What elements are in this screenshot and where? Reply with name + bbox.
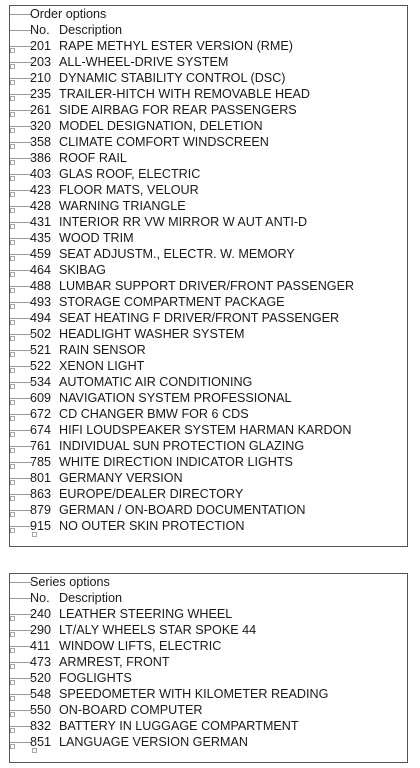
- tree-line: [10, 710, 32, 711]
- series-options-panel: [9, 573, 408, 763]
- option-number: 240: [30, 607, 52, 621]
- option-number: 358: [30, 135, 52, 149]
- row-marker-icon: [10, 160, 15, 165]
- option-description: LUMBAR SUPPORT DRIVER/FRONT PASSENGER: [59, 279, 355, 293]
- tree-line: [10, 222, 32, 223]
- table-row: [10, 230, 407, 246]
- tree-line: [10, 302, 32, 303]
- row-marker-icon: [10, 256, 15, 261]
- tree-line: [10, 478, 32, 479]
- option-description: FLOOR MATS, VELOUR: [59, 183, 199, 197]
- option-number: 520: [30, 671, 52, 685]
- row-marker-icon: [10, 464, 15, 469]
- option-number: 832: [30, 719, 52, 733]
- table-row: [10, 134, 407, 150]
- option-description: MODEL DESIGNATION, DELETION: [59, 119, 263, 133]
- row-marker-icon: [10, 432, 15, 437]
- option-number: 522: [30, 359, 52, 373]
- table-row: [10, 454, 407, 470]
- tree-line: [10, 350, 32, 351]
- row-marker-icon: [10, 616, 15, 621]
- option-number: 435: [30, 231, 52, 245]
- option-number: 488: [30, 279, 52, 293]
- table-row: [10, 198, 407, 214]
- option-description: CLIMATE COMFORT WINDSCREEN: [59, 135, 269, 149]
- option-description: RAPE METHYL ESTER VERSION (RME): [59, 39, 293, 53]
- column-header-description: Description: [59, 591, 122, 605]
- option-number: 502: [30, 327, 52, 341]
- tree-line: [10, 62, 32, 63]
- option-number: 863: [30, 487, 52, 501]
- option-number: 550: [30, 703, 52, 717]
- option-description: WARNING TRIANGLE: [59, 199, 186, 213]
- option-number: 428: [30, 199, 52, 213]
- option-description: WOOD TRIM: [59, 231, 134, 245]
- tree-line: [10, 582, 32, 583]
- table-row: [10, 422, 407, 438]
- row-marker-icon: [10, 304, 15, 309]
- series-options-header-row: [10, 590, 407, 606]
- option-number: 672: [30, 407, 52, 421]
- tree-line: [10, 190, 32, 191]
- order-options-panel: [9, 5, 408, 547]
- row-marker-icon: [10, 496, 15, 501]
- option-description: NO OUTER SKIN PROTECTION: [59, 519, 245, 533]
- end-marker: [32, 532, 37, 537]
- table-row: [10, 654, 407, 670]
- option-description: LEATHER STEERING WHEEL: [59, 607, 233, 621]
- tree-line: [10, 598, 32, 599]
- row-marker-icon: [10, 240, 15, 245]
- table-row: [10, 182, 407, 198]
- table-row: [10, 342, 407, 358]
- row-marker-icon: [10, 368, 15, 373]
- table-row: [10, 150, 407, 166]
- table-row: [10, 702, 407, 718]
- option-number: 210: [30, 71, 52, 85]
- tree-line: [10, 646, 32, 647]
- option-description: XENON LIGHT: [59, 359, 145, 373]
- row-marker-icon: [10, 648, 15, 653]
- option-number: 411: [30, 639, 51, 653]
- option-number: 201: [30, 39, 52, 53]
- tree-line: [10, 30, 32, 31]
- tree-line: [10, 14, 32, 15]
- tree-line: [10, 158, 32, 159]
- column-header-description: Description: [59, 23, 122, 37]
- option-number: 879: [30, 503, 52, 517]
- tree-line: [10, 462, 32, 463]
- row-marker-icon: [10, 696, 15, 701]
- tree-line: [10, 238, 32, 239]
- option-description: AUTOMATIC AIR CONDITIONING: [59, 375, 253, 389]
- option-number: 548: [30, 687, 52, 701]
- tree-line: [10, 494, 32, 495]
- tree-line: [10, 510, 32, 511]
- table-row: [10, 166, 407, 182]
- row-marker-icon: [10, 336, 15, 341]
- order-options-title-row: [10, 6, 407, 22]
- option-description: SPEEDOMETER WITH KILOMETER READING: [59, 687, 329, 701]
- row-marker-icon: [10, 384, 15, 389]
- option-description: CD CHANGER BMW FOR 6 CDS: [59, 407, 249, 421]
- tree-line: [10, 206, 32, 207]
- option-description: HEADLIGHT WASHER SYSTEM: [59, 327, 245, 341]
- option-description: BATTERY IN LUGGAGE COMPARTMENT: [59, 719, 299, 733]
- option-description: GERMAN / ON-BOARD DOCUMENTATION: [59, 503, 306, 517]
- order-options-title: Order options: [30, 7, 107, 21]
- option-description: SIDE AIRBAG FOR REAR PASSENGERS: [59, 103, 297, 117]
- option-description: SEAT HEATING F DRIVER/FRONT PASSENGER: [59, 311, 340, 325]
- table-row: [10, 606, 407, 622]
- table-row: [10, 686, 407, 702]
- tree-line: [10, 678, 32, 679]
- row-marker-icon: [10, 680, 15, 685]
- end-marker: [32, 748, 37, 753]
- row-marker-icon: [10, 96, 15, 101]
- option-number: 403: [30, 167, 52, 181]
- table-row: [10, 486, 407, 502]
- table-row: [10, 86, 407, 102]
- table-row: [10, 214, 407, 230]
- option-description: WINDOW LIFTS, ELECTRIC: [59, 639, 222, 653]
- row-marker-icon: [10, 288, 15, 293]
- row-marker-icon: [10, 712, 15, 717]
- table-row: [10, 38, 407, 54]
- table-row: [10, 54, 407, 70]
- row-marker-icon: [10, 528, 15, 533]
- option-description: NAVIGATION SYSTEM PROFESSIONAL: [59, 391, 292, 405]
- table-row: [10, 246, 407, 262]
- tree-line: [10, 126, 32, 127]
- tree-line: [10, 174, 32, 175]
- tree-line: [10, 526, 32, 527]
- row-marker-icon: [10, 744, 15, 749]
- option-number: 473: [30, 655, 52, 669]
- tree-line: [10, 630, 32, 631]
- option-number: 534: [30, 375, 52, 389]
- row-marker-icon: [10, 48, 15, 53]
- table-row: [10, 118, 407, 134]
- table-row: [10, 406, 407, 422]
- row-marker-icon: [10, 224, 15, 229]
- table-row: [10, 718, 407, 734]
- option-number: 459: [30, 247, 52, 261]
- row-marker-icon: [10, 400, 15, 405]
- row-marker-icon: [10, 664, 15, 669]
- option-number: 290: [30, 623, 52, 637]
- table-row: [10, 310, 407, 326]
- row-marker-icon: [10, 728, 15, 733]
- tree-line: [10, 94, 32, 95]
- tree-line: [10, 662, 32, 663]
- table-row: [10, 502, 407, 518]
- table-row: [10, 670, 407, 686]
- table-row: [10, 622, 407, 638]
- option-description: ROOF RAIL: [59, 151, 127, 165]
- option-number: 386: [30, 151, 52, 165]
- row-marker-icon: [10, 512, 15, 517]
- table-row: [10, 102, 407, 118]
- option-number: 851: [30, 735, 52, 749]
- table-row: [10, 278, 407, 294]
- order-options-header-row: [10, 22, 407, 38]
- tree-line: [10, 414, 32, 415]
- option-description: FOGLIGHTS: [59, 671, 132, 685]
- option-number: 761: [30, 439, 52, 453]
- option-description: SEAT ADJUSTM., ELECTR. W. MEMORY: [59, 247, 295, 261]
- tree-line: [10, 742, 32, 743]
- option-description: GERMANY VERSION: [59, 471, 183, 485]
- option-number: 493: [30, 295, 52, 309]
- table-row: [10, 70, 407, 86]
- tree-line: [10, 366, 32, 367]
- option-number: 203: [30, 55, 52, 69]
- table-row: [10, 390, 407, 406]
- row-marker-icon: [10, 272, 15, 277]
- option-number: 674: [30, 423, 52, 437]
- tree-line: [10, 318, 32, 319]
- option-number: 423: [30, 183, 52, 197]
- option-description: WHITE DIRECTION INDICATOR LIGHTS: [59, 455, 293, 469]
- option-description: ALL-WHEEL-DRIVE SYSTEM: [59, 55, 229, 69]
- option-description: TRAILER-HITCH WITH REMOVABLE HEAD: [59, 87, 310, 101]
- table-row: [10, 358, 407, 374]
- option-number: 261: [30, 103, 52, 117]
- option-description: GLAS ROOF, ELECTRIC: [59, 167, 201, 181]
- option-number: 785: [30, 455, 52, 469]
- option-number: 609: [30, 391, 52, 405]
- tree-line: [10, 446, 32, 447]
- tree-line: [10, 286, 32, 287]
- row-marker-icon: [10, 64, 15, 69]
- column-header-no: No.: [30, 23, 50, 37]
- option-description: INTERIOR RR VW MIRROR W AUT ANTI-D: [59, 215, 308, 229]
- row-marker-icon: [10, 320, 15, 325]
- option-description: ARMREST, FRONT: [59, 655, 170, 669]
- row-marker-icon: [10, 480, 15, 485]
- tree-line: [10, 46, 32, 47]
- table-row: [10, 438, 407, 454]
- option-description: EUROPE/DEALER DIRECTORY: [59, 487, 244, 501]
- option-description: RAIN SENSOR: [59, 343, 146, 357]
- row-marker-icon: [10, 112, 15, 117]
- table-row: [10, 294, 407, 310]
- option-description: LANGUAGE VERSION GERMAN: [59, 735, 248, 749]
- row-marker-icon: [10, 208, 15, 213]
- table-row: [10, 638, 407, 654]
- column-header-no: No.: [30, 591, 50, 605]
- series-options-title: Series options: [30, 575, 110, 589]
- table-row: [10, 734, 407, 750]
- row-marker-icon: [10, 144, 15, 149]
- option-number: 521: [30, 343, 52, 357]
- row-marker-icon: [10, 448, 15, 453]
- option-description: SKIBAG: [59, 263, 106, 277]
- row-marker-icon: [10, 176, 15, 181]
- table-row: [10, 470, 407, 486]
- tree-line: [10, 430, 32, 431]
- table-row: [10, 518, 407, 534]
- table-row: [10, 374, 407, 390]
- option-description: LT/ALY WHEELS STAR SPOKE 44: [59, 623, 257, 637]
- row-marker-icon: [10, 632, 15, 637]
- tree-line: [10, 694, 32, 695]
- table-row: [10, 326, 407, 342]
- tree-line: [10, 110, 32, 111]
- option-number: 915: [30, 519, 52, 533]
- row-marker-icon: [10, 128, 15, 133]
- option-description: DYNAMIC STABILITY CONTROL (DSC): [59, 71, 286, 85]
- option-description: INDIVIDUAL SUN PROTECTION GLAZING: [59, 439, 305, 453]
- option-number: 235: [30, 87, 52, 101]
- tree-line: [10, 78, 32, 79]
- option-number: 494: [30, 311, 52, 325]
- option-number: 320: [30, 119, 52, 133]
- row-marker-icon: [10, 416, 15, 421]
- option-description: STORAGE COMPARTMENT PACKAGE: [59, 295, 285, 309]
- option-number: 801: [30, 471, 52, 485]
- tree-line: [10, 398, 32, 399]
- row-marker-icon: [10, 192, 15, 197]
- table-row: [10, 262, 407, 278]
- tree-line: [10, 254, 32, 255]
- tree-line: [10, 142, 32, 143]
- row-marker-icon: [10, 352, 15, 357]
- tree-line: [10, 334, 32, 335]
- row-marker-icon: [10, 80, 15, 85]
- tree-line: [10, 270, 32, 271]
- tree-line: [10, 726, 32, 727]
- option-description: HIFI LOUDSPEAKER SYSTEM HARMAN KARDON: [59, 423, 352, 437]
- option-number: 464: [30, 263, 52, 277]
- option-number: 431: [30, 215, 52, 229]
- series-options-title-row: [10, 574, 407, 590]
- tree-line: [10, 614, 32, 615]
- tree-line: [10, 382, 32, 383]
- option-description: ON-BOARD COMPUTER: [59, 703, 203, 717]
